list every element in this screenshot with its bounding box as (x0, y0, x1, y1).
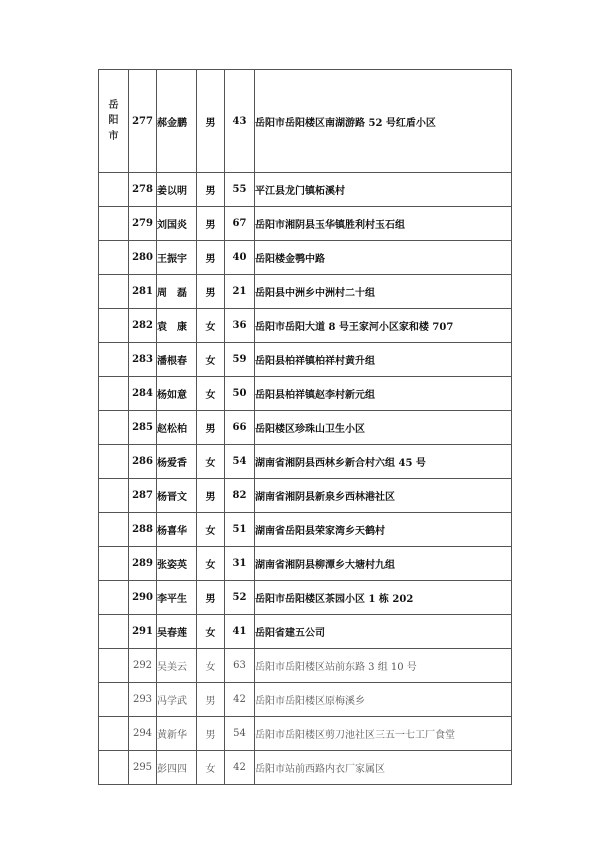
age-cell: 40 (225, 241, 255, 275)
name-cell: 杨爱香 (157, 445, 197, 479)
sex-cell: 男 (197, 411, 225, 445)
age-cell: 55 (225, 173, 255, 207)
table-row (99, 581, 512, 615)
number-cell: 278 (129, 173, 157, 207)
table-row (99, 717, 512, 751)
table-row (99, 309, 512, 343)
sex-cell: 男 (197, 717, 225, 751)
number-cell: 293 (129, 683, 157, 717)
table-row (99, 70, 512, 173)
address-cell: 岳阳楼金鹗中路 (255, 241, 512, 275)
sex-cell: 男 (197, 275, 225, 309)
address-cell: 湖南省湘阴县新泉乡西林港社区 (255, 479, 512, 513)
age-cell: 63 (225, 649, 255, 683)
table-row (99, 173, 512, 207)
region-cell (99, 309, 129, 343)
table-row (99, 275, 512, 309)
address-cell: 岳阳县柏祥镇赵李村新元组 (255, 377, 512, 411)
region-cell (99, 547, 129, 581)
table-row (99, 207, 512, 241)
address-cell: 岳阳市岳阳楼区原梅溪乡 (255, 683, 512, 717)
age-cell: 21 (225, 275, 255, 309)
region-cell (99, 751, 129, 785)
number-cell: 280 (129, 241, 157, 275)
number-cell: 294 (129, 717, 157, 751)
region-cell (99, 275, 129, 309)
sex-cell: 女 (197, 309, 225, 343)
name-cell: 彭四四 (157, 751, 197, 785)
age-cell: 41 (225, 615, 255, 649)
region-cell (99, 513, 129, 547)
address-cell: 岳阳市岳阳大道 8 号王家河小区家和楼 707 (255, 309, 512, 343)
number-cell: 277 (129, 70, 157, 173)
age-cell: 42 (225, 751, 255, 785)
number-cell: 286 (129, 445, 157, 479)
age-cell: 54 (225, 445, 255, 479)
sex-cell: 男 (197, 207, 225, 241)
age-cell: 54 (225, 717, 255, 751)
address-cell: 岳阳楼区珍珠山卫生小区 (255, 411, 512, 445)
address-cell: 岳阳省建五公司 (255, 615, 512, 649)
name-cell: 杨晋文 (157, 479, 197, 513)
age-cell: 82 (225, 479, 255, 513)
name-cell: 李平生 (157, 581, 197, 615)
number-cell: 289 (129, 547, 157, 581)
sex-cell: 女 (197, 751, 225, 785)
name-cell: 吴美云 (157, 649, 197, 683)
age-cell: 50 (225, 377, 255, 411)
age-cell: 66 (225, 411, 255, 445)
age-cell: 52 (225, 581, 255, 615)
age-cell: 36 (225, 309, 255, 343)
name-cell: 赵松柏 (157, 411, 197, 445)
address-cell: 岳阳市岳阳楼区茶园小区 1 栋 202 (255, 581, 512, 615)
sex-cell: 女 (197, 649, 225, 683)
region-cell (99, 377, 129, 411)
address-cell: 岳阳县柏祥镇柏祥村黄升组 (255, 343, 512, 377)
region-cell (99, 683, 129, 717)
sex-cell: 男 (197, 173, 225, 207)
region-cell (99, 581, 129, 615)
sex-cell: 女 (197, 445, 225, 479)
address-cell: 岳阳市湘阴县玉华镇胜利村玉石组 (255, 207, 512, 241)
address-cell: 平江县龙门镇柘溪村 (255, 173, 512, 207)
sex-cell: 女 (197, 547, 225, 581)
number-cell: 279 (129, 207, 157, 241)
register-table-body (99, 70, 512, 785)
region-label: 岳 阳 市 (108, 99, 119, 142)
region-cell (99, 717, 129, 751)
region-cell (99, 615, 129, 649)
sex-cell: 男 (197, 70, 225, 173)
name-cell: 黄新华 (157, 717, 197, 751)
number-cell: 283 (129, 343, 157, 377)
number-cell: 281 (129, 275, 157, 309)
sex-cell: 男 (197, 241, 225, 275)
table-row (99, 445, 512, 479)
name-cell: 郝金鹏 (157, 70, 197, 173)
table-row (99, 411, 512, 445)
address-cell: 湖南省湘阴县柳潭乡大塘村九组 (255, 547, 512, 581)
sex-cell: 女 (197, 377, 225, 411)
sex-cell: 女 (197, 615, 225, 649)
region-cell (99, 445, 129, 479)
name-cell: 姜以明 (157, 173, 197, 207)
number-cell: 285 (129, 411, 157, 445)
name-cell: 刘国炎 (157, 207, 197, 241)
name-cell: 吴春莲 (157, 615, 197, 649)
number-cell: 282 (129, 309, 157, 343)
name-cell: 袁 康 (157, 309, 197, 343)
age-cell: 31 (225, 547, 255, 581)
sex-cell: 男 (197, 683, 225, 717)
address-cell: 湖南省岳阳县荣家湾乡天鹤村 (255, 513, 512, 547)
region-cell (99, 70, 129, 173)
name-cell: 杨如意 (157, 377, 197, 411)
number-cell: 292 (129, 649, 157, 683)
region-cell (99, 343, 129, 377)
register-table (98, 69, 512, 785)
address-cell: 岳阳市岳阳楼区站前东路 3 组 10 号 (255, 649, 512, 683)
number-cell: 295 (129, 751, 157, 785)
name-cell: 王振宇 (157, 241, 197, 275)
age-cell: 51 (225, 513, 255, 547)
table-row (99, 649, 512, 683)
age-cell: 43 (225, 70, 255, 173)
region-cell (99, 207, 129, 241)
name-cell: 潘根春 (157, 343, 197, 377)
table-row (99, 377, 512, 411)
age-cell: 42 (225, 683, 255, 717)
number-cell: 284 (129, 377, 157, 411)
table-row (99, 241, 512, 275)
table-row (99, 513, 512, 547)
name-cell: 杨喜华 (157, 513, 197, 547)
name-cell: 周 磊 (157, 275, 197, 309)
address-cell: 岳阳市岳阳楼区剪刀池社区三五一七工厂食堂 (255, 717, 512, 751)
address-cell: 岳阳县中洲乡中洲村二十组 (255, 275, 512, 309)
table-row (99, 683, 512, 717)
region-cell (99, 479, 129, 513)
name-cell: 冯学武 (157, 683, 197, 717)
age-cell: 59 (225, 343, 255, 377)
sex-cell: 男 (197, 581, 225, 615)
region-cell (99, 241, 129, 275)
number-cell: 288 (129, 513, 157, 547)
name-cell: 张姿英 (157, 547, 197, 581)
table-row (99, 547, 512, 581)
region-cell (99, 649, 129, 683)
number-cell: 291 (129, 615, 157, 649)
address-cell: 岳阳市站前西路内衣厂家属区 (255, 751, 512, 785)
address-cell: 岳阳市岳阳楼区南湖游路 52 号红盾小区 (255, 70, 512, 173)
table-row (99, 751, 512, 785)
age-cell: 67 (225, 207, 255, 241)
table-row (99, 343, 512, 377)
sex-cell: 男 (197, 479, 225, 513)
table-row (99, 479, 512, 513)
region-cell (99, 411, 129, 445)
sex-cell: 女 (197, 513, 225, 547)
region-cell (99, 173, 129, 207)
address-cell: 湖南省湘阴县西林乡新合村六组 45 号 (255, 445, 512, 479)
number-cell: 287 (129, 479, 157, 513)
number-cell: 290 (129, 581, 157, 615)
sex-cell: 女 (197, 343, 225, 377)
table-row (99, 615, 512, 649)
